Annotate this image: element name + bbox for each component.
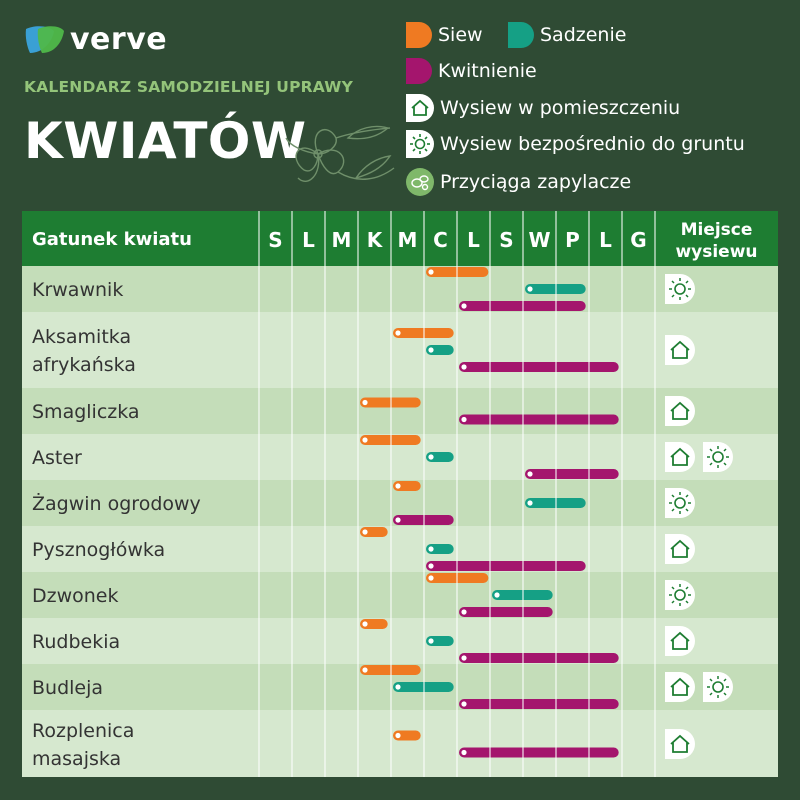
- month-label-2: L: [302, 228, 315, 252]
- bar-kwitnienie: [459, 653, 619, 663]
- brand-logo: [24, 22, 167, 57]
- flower-name: Pysznogłówka: [32, 539, 166, 561]
- row-background: [22, 710, 778, 777]
- bar-start-dot: [527, 286, 532, 291]
- month-label-12: G: [630, 228, 647, 252]
- house-icon: [665, 442, 695, 472]
- bar-start-dot: [395, 483, 400, 488]
- legend-item-outdoor: [406, 130, 745, 158]
- bar-sadzenie: [492, 590, 553, 600]
- sun-icon: [406, 130, 434, 158]
- bar-start-dot: [395, 684, 400, 689]
- sun-icon: [703, 672, 733, 702]
- table-row: [22, 266, 778, 312]
- legend: [406, 22, 796, 202]
- bar-start-dot: [428, 638, 433, 643]
- bar-start-dot: [461, 417, 466, 422]
- bar-start-dot: [494, 592, 499, 597]
- bar-start-dot: [362, 529, 367, 534]
- house-icon: [665, 396, 695, 426]
- siew-swatch-icon: [406, 22, 432, 48]
- flower-name: afrykańska: [32, 354, 136, 376]
- legend-label-indoor: Wysiew w pomieszczeniu: [440, 97, 681, 119]
- bar-start-dot: [428, 269, 433, 274]
- bar-kwitnienie: [459, 415, 619, 425]
- bar-start-dot: [362, 437, 367, 442]
- verve-leaf-icon: [24, 23, 66, 57]
- table-row: [22, 664, 778, 710]
- house-icon: [665, 729, 695, 759]
- month-label-10: P: [565, 228, 580, 252]
- legend-item-kwitnienie: [406, 58, 537, 84]
- house-icon: [665, 672, 695, 702]
- bar-start-dot: [428, 575, 433, 580]
- flower-name: Żagwin ogrodowy: [32, 493, 201, 515]
- flower-name: Smagliczka: [32, 401, 140, 423]
- table-row: [22, 480, 778, 526]
- bar-start-dot: [395, 330, 400, 335]
- house-icon: [665, 626, 695, 656]
- month-label-1: S: [268, 228, 283, 252]
- kwitnienie-swatch-icon: [406, 58, 432, 84]
- sun-icon: [665, 274, 695, 304]
- month-label-5: M: [397, 228, 418, 252]
- bar-start-dot: [461, 303, 466, 308]
- flower-name: Krwawnik: [32, 279, 124, 301]
- bar-start-dot: [428, 454, 433, 459]
- month-label-6: C: [433, 228, 448, 252]
- sun-icon: [703, 442, 733, 472]
- flower-name: Aster: [32, 447, 82, 469]
- table-row: [22, 388, 778, 434]
- row-background: [22, 618, 778, 664]
- bar-start-dot: [362, 400, 367, 405]
- house-icon: [406, 94, 434, 122]
- bar-kwitnienie: [459, 748, 619, 758]
- month-label-8: S: [499, 228, 514, 252]
- row-background: [22, 572, 778, 618]
- legend-label-sadzenie: Sadzenie: [540, 24, 627, 46]
- bar-start-dot: [461, 750, 466, 755]
- sun-icon: [665, 580, 695, 610]
- bar-kwitnienie: [459, 699, 619, 709]
- legend-item-siew: [406, 22, 483, 48]
- bar-start-dot: [395, 733, 400, 738]
- column-header-location-line-2: wysiewu: [675, 242, 758, 262]
- bar-start-dot: [461, 655, 466, 660]
- month-label-9: W: [528, 228, 551, 252]
- sadzenie-swatch-icon: [508, 22, 534, 48]
- flower-name: Budleja: [32, 677, 104, 699]
- house-icon: [665, 534, 695, 564]
- bar-start-dot: [428, 546, 433, 551]
- flower-name: masajska: [32, 748, 122, 770]
- legend-label-pollinators: Przyciąga zapylacze: [440, 171, 632, 193]
- month-label-7: L: [467, 228, 480, 252]
- flower-name: Rozplenica: [32, 720, 135, 742]
- bar-start-dot: [395, 517, 400, 522]
- row-background: [22, 266, 778, 312]
- month-label-4: K: [366, 228, 383, 252]
- page-title: KWIATÓW: [24, 112, 307, 170]
- table-row: [22, 312, 778, 388]
- bar-kwitnienie: [459, 301, 586, 311]
- flower-calendar-table: [22, 211, 778, 777]
- flower-illustration-icon: [278, 108, 398, 198]
- bar-start-dot: [362, 667, 367, 672]
- legend-label-outdoor: Wysiew bezpośrednio do gruntu: [440, 133, 745, 155]
- bar-start-dot: [461, 609, 466, 614]
- legend-item-pollinators: [406, 168, 631, 196]
- legend-item-indoor: [406, 94, 680, 122]
- bar-kwitnienie: [459, 362, 619, 372]
- bar-start-dot: [461, 364, 466, 369]
- table-row: [22, 618, 778, 664]
- brand-name: verve: [70, 22, 168, 57]
- bar-kwitnienie: [459, 607, 553, 617]
- bar-start-dot: [362, 621, 367, 626]
- row-background: [22, 312, 778, 388]
- page-subtitle: KALENDARZ SAMODZIELNEJ UPRAWY: [24, 78, 353, 96]
- column-header-name: Gatunek kwiatu: [32, 229, 192, 250]
- bar-start-dot: [527, 500, 532, 505]
- table-row: [22, 572, 778, 618]
- legend-item-sadzenie: [508, 22, 626, 48]
- flower-name: Rudbekia: [32, 631, 121, 653]
- sun-icon: [665, 488, 695, 518]
- house-icon: [665, 335, 695, 365]
- bar-start-dot: [527, 471, 532, 476]
- bar-kwitnienie: [426, 561, 586, 571]
- column-header-location-line-1: Miejsce: [680, 220, 753, 240]
- bar-start-dot: [428, 563, 433, 568]
- bar-start-dot: [428, 347, 433, 352]
- bee-icon: [406, 168, 434, 196]
- bar-start-dot: [461, 701, 466, 706]
- table-row: [22, 710, 778, 777]
- legend-label-siew: Siew: [438, 24, 483, 46]
- bar-kwitnienie: [525, 469, 619, 479]
- flower-name: Aksamitka: [32, 326, 132, 348]
- table-row: [22, 526, 778, 572]
- legend-label-kwitnienie: Kwitnienie: [438, 60, 537, 82]
- flower-name: Dzwonek: [32, 585, 119, 607]
- month-label-11: L: [599, 228, 612, 252]
- table-row: [22, 434, 778, 480]
- month-label-3: M: [331, 228, 352, 252]
